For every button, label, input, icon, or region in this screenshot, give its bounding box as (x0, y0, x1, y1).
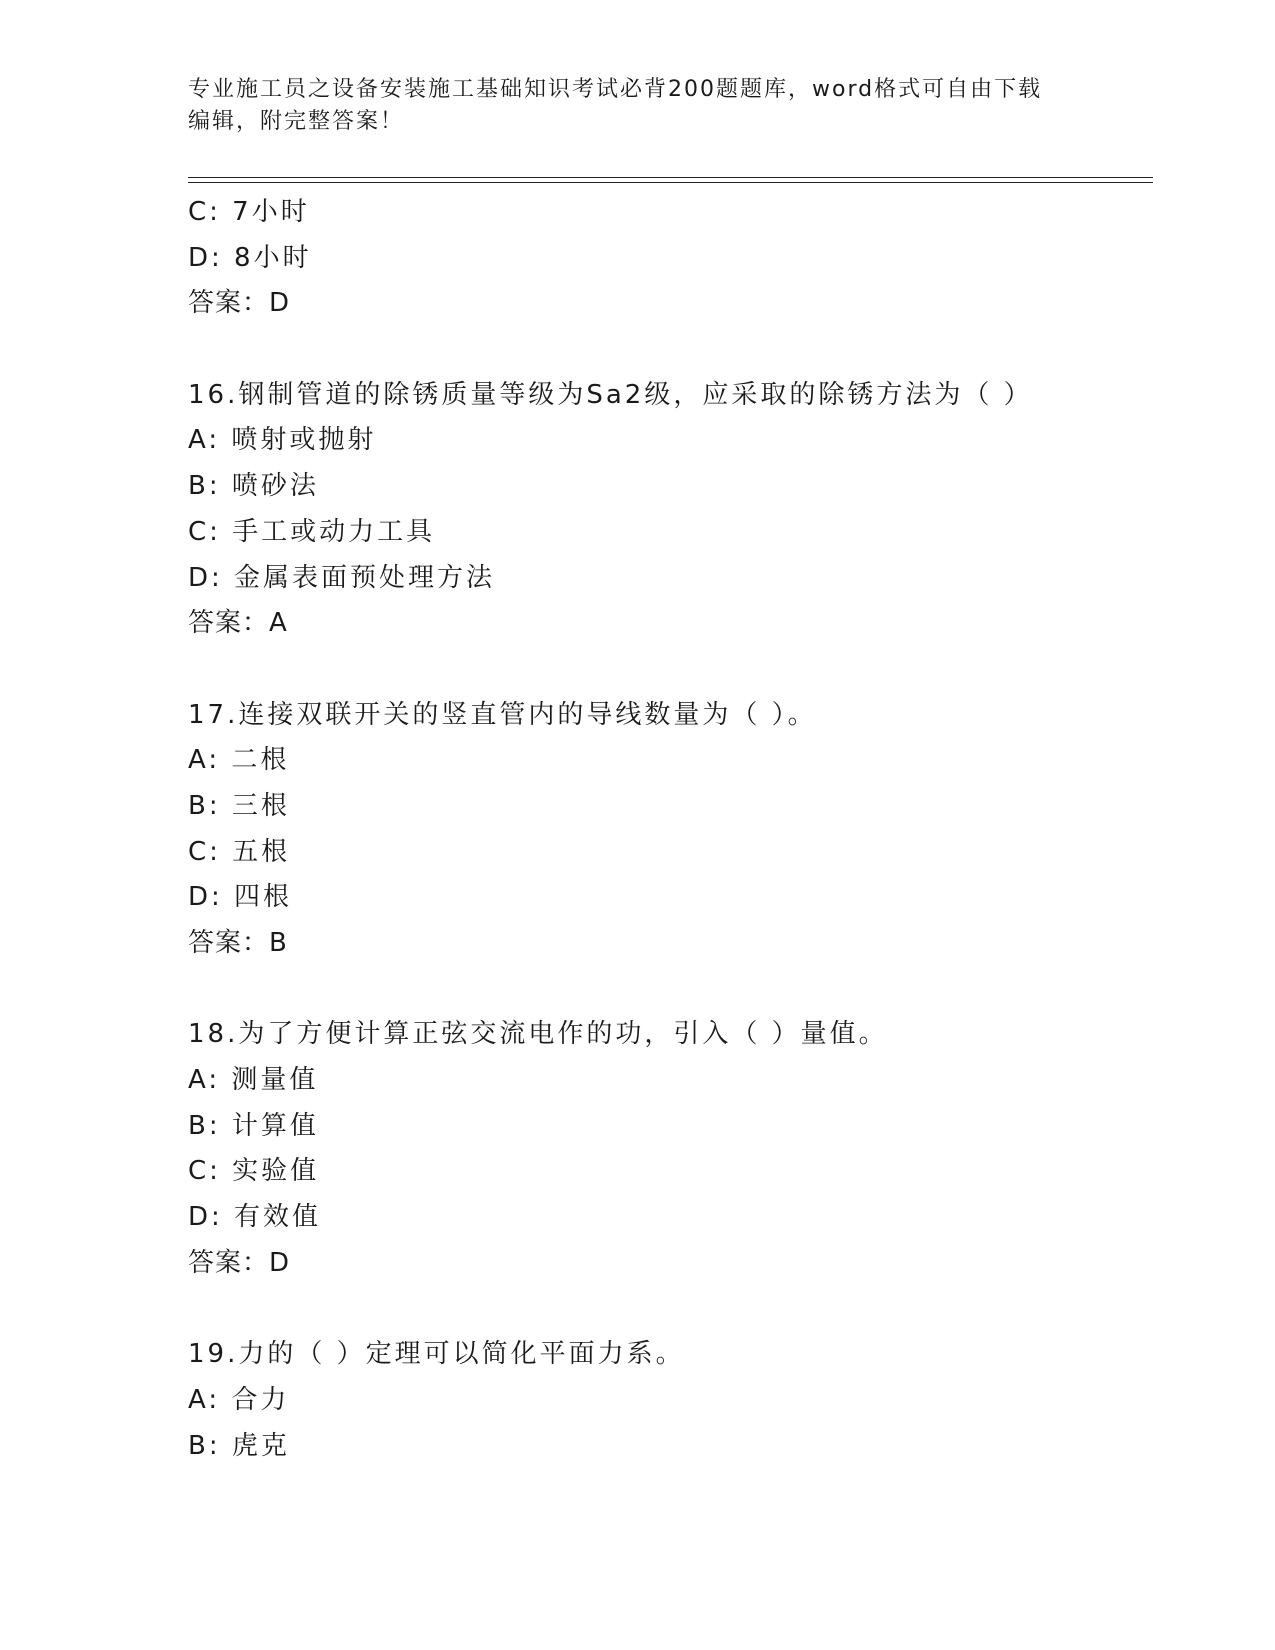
question-text: 19.力的（ ）定理可以简化平面力系。 (188, 1339, 685, 1370)
option-text: C: 实验值 (188, 1156, 320, 1187)
option-text: A: 喷射或抛射 (188, 425, 377, 456)
document-header (188, 74, 1088, 138)
question-text: 16.钢制管道的除锈质量等级为Sa2级，应采取的除锈方法为（ ） (188, 379, 1033, 410)
spacer (188, 1287, 1153, 1333)
option-text: B: 喷砂法 (188, 471, 319, 502)
question-text: 17.连接双联开关的竖直管内的导线数量为（ ）。 (188, 699, 817, 730)
option-text: B: 虎克 (188, 1430, 290, 1461)
option-text: C: 五根 (188, 836, 291, 867)
answer-text: 答案：A (188, 608, 288, 639)
header-divider-bottom (188, 182, 1153, 183)
option-text: C: 手工或动力工具 (188, 516, 436, 547)
answer-text: 答案：D (188, 288, 291, 319)
question-text: 18.为了方便计算正弦交流电作的功，引入（ ）量值。 (188, 1019, 888, 1050)
option-text: A: 测量值 (188, 1065, 319, 1096)
option-text: A: 合力 (188, 1384, 290, 1415)
answer-text: 答案：D (188, 1247, 291, 1278)
header-divider-top (188, 177, 1153, 178)
header-line-1: 专业施工员之设备安装施工基础知识考试必背200题题库，word格式可自由下载 (188, 77, 1043, 102)
option-text: A: 二根 (188, 745, 290, 776)
option-text: B: 计算值 (188, 1110, 319, 1141)
spacer (188, 327, 1153, 373)
header-line-2: 编辑，附完整答案！ (188, 109, 405, 134)
option-text: D: 有效值 (188, 1202, 322, 1233)
answer-text: 答案：B (188, 928, 288, 958)
option-text: B: 三根 (188, 790, 290, 821)
option-text: D: 8小时 (188, 242, 312, 273)
option-text: C: 7小时 (188, 197, 310, 227)
option-text: D: 金属表面预处理方法 (188, 562, 496, 593)
option-text: D: 四根 (188, 882, 293, 913)
spacer (188, 647, 1153, 693)
spacer (188, 967, 1153, 1013)
question-list (188, 190, 1153, 1469)
